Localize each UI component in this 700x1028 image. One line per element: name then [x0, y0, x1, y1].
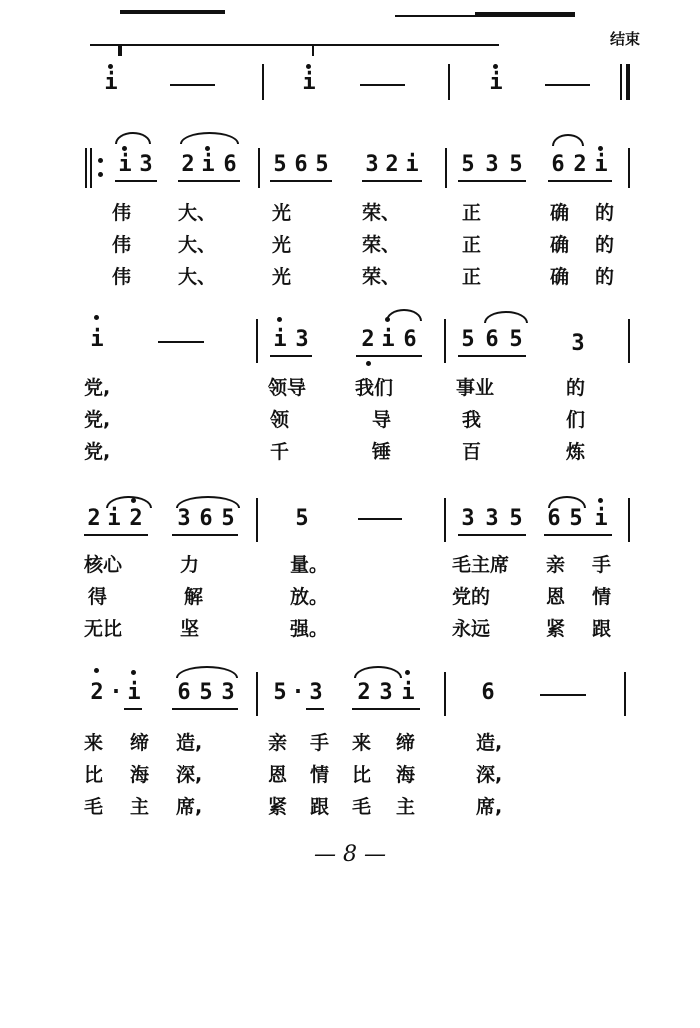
lyric: 伟: [112, 202, 132, 224]
lyric: 正: [462, 266, 482, 288]
final-barline-thin: [620, 64, 622, 100]
barline: [262, 64, 264, 100]
lyric: 事业: [456, 377, 495, 399]
lyric: 光: [272, 202, 292, 224]
note: i: [273, 327, 287, 352]
lyric: 大、: [178, 202, 217, 224]
note: i: [594, 152, 608, 177]
lyric: 光: [272, 266, 292, 288]
note: i: [201, 152, 215, 177]
barline: [256, 319, 258, 363]
barline: [624, 672, 626, 716]
repeat-barline: [90, 148, 92, 188]
note: i: [405, 152, 419, 177]
barline: [628, 148, 630, 188]
lyric: 的: [595, 266, 615, 288]
note: 3: [571, 331, 585, 356]
volta-bracket-2: [120, 44, 314, 56]
barline: [445, 148, 447, 188]
volta-bracket-3: [312, 44, 499, 56]
barline: [444, 672, 446, 716]
lyric: 深,: [476, 764, 503, 786]
lyric: 领导: [268, 377, 307, 399]
system-4: [0, 658, 700, 828]
note: i: [594, 506, 608, 531]
barline: [256, 498, 258, 542]
lyric: 导: [372, 409, 392, 431]
lyric: 主: [396, 796, 416, 818]
note: 6: [547, 506, 561, 531]
lyric: 跟: [592, 618, 612, 640]
barline: [448, 64, 450, 100]
note: 6: [223, 152, 237, 177]
system-top: [0, 64, 700, 104]
lyric: 力: [180, 554, 200, 576]
top-rule-left: [120, 10, 225, 14]
lyric: 恩: [268, 764, 288, 786]
lyric: 确: [550, 202, 570, 224]
barline: [628, 319, 630, 363]
lyric: 手: [310, 732, 330, 754]
note: 5: [273, 680, 287, 705]
lyric: 比: [352, 764, 372, 786]
lyric: 量。: [290, 554, 329, 576]
lyric: 强。: [290, 618, 329, 640]
system-3: [0, 480, 700, 650]
lyric: 炼: [566, 441, 586, 463]
volta-bracket-1: [90, 44, 120, 56]
note: 5: [315, 152, 329, 177]
note: ·: [291, 680, 305, 705]
lyric: 造,: [176, 732, 203, 754]
lyric: 毛: [352, 796, 372, 818]
lyric: 党,: [84, 409, 111, 431]
note: 5: [509, 327, 523, 352]
lyric: 伟: [112, 266, 132, 288]
lyric: 的: [595, 234, 615, 256]
note: 2: [87, 506, 101, 531]
lyric: 海: [130, 764, 150, 786]
lyric: 确: [550, 234, 570, 256]
lyric: 比: [84, 764, 104, 786]
note: 2: [361, 327, 375, 352]
note: 6: [294, 152, 308, 177]
lyric: 千: [270, 441, 290, 463]
lyric: 主: [130, 796, 150, 818]
note: 6: [481, 680, 495, 705]
note: 2: [573, 152, 587, 177]
lyric: 的: [566, 377, 586, 399]
lyric: 席,: [176, 796, 203, 818]
lyric: 得: [88, 586, 108, 608]
page-number: — 8 —: [314, 842, 386, 867]
lyric: 缔: [130, 732, 150, 754]
lyric: 深,: [176, 764, 203, 786]
note: 2: [385, 152, 399, 177]
lyric: 伟: [112, 234, 132, 256]
repeat-barline: [85, 148, 87, 188]
lyric: 手: [592, 554, 612, 576]
note: 3: [485, 152, 499, 177]
lyric: 们: [566, 409, 586, 431]
note: i: [302, 70, 316, 95]
lyric: 紧: [546, 618, 566, 640]
note: ·: [109, 680, 123, 705]
barline: [256, 672, 258, 716]
lyric: 确: [550, 266, 570, 288]
lyric: 无比: [84, 618, 123, 640]
lyric: 大、: [178, 266, 217, 288]
barline: [444, 319, 446, 363]
ending-label: 结束: [610, 30, 641, 48]
lyric: 席,: [476, 796, 503, 818]
note: 5: [569, 506, 583, 531]
note: 3: [365, 152, 379, 177]
lyric: 亲: [268, 732, 288, 754]
lyric: 荣、: [362, 266, 401, 288]
dash: [540, 694, 586, 696]
note: 3: [139, 152, 153, 177]
lyric: 跟: [310, 796, 330, 818]
note: 6: [199, 506, 213, 531]
note: 3: [295, 327, 309, 352]
note: 5: [273, 152, 287, 177]
lyric: 百: [462, 441, 482, 463]
barline: [444, 498, 446, 542]
note: 3: [177, 506, 191, 531]
lyric: 永远: [452, 618, 491, 640]
lyric: 放。: [290, 586, 329, 608]
dash: [170, 84, 215, 86]
note: i: [90, 327, 104, 352]
lyric: 我们: [355, 377, 394, 399]
note: i: [401, 680, 415, 705]
barline: [628, 498, 630, 542]
lyric: 我: [462, 409, 482, 431]
note: 5: [221, 506, 235, 531]
lyric: 解: [184, 586, 204, 608]
note: i: [118, 152, 132, 177]
note: 5: [199, 680, 213, 705]
lyric: 荣、: [362, 202, 401, 224]
lyric: 光: [272, 234, 292, 256]
dash: [360, 84, 405, 86]
lyric: 大、: [178, 234, 217, 256]
note: 3: [309, 680, 323, 705]
lyric: 锤: [372, 441, 392, 463]
lyric: 缔: [396, 732, 416, 754]
lyric: 党的: [452, 586, 491, 608]
note: i: [381, 327, 395, 352]
note: 5: [295, 506, 309, 531]
note: 3: [485, 506, 499, 531]
lyric: 造,: [476, 732, 503, 754]
note: 2: [181, 152, 195, 177]
note: i: [489, 70, 503, 95]
note: 6: [403, 327, 417, 352]
lyric: 紧: [268, 796, 288, 818]
top-rule-right-thick: [475, 12, 575, 17]
lyric: 正: [462, 202, 482, 224]
note: 6: [551, 152, 565, 177]
lyric: 的: [595, 202, 615, 224]
note: i: [107, 506, 121, 531]
system-1: [0, 130, 700, 300]
lyric: 亲: [546, 554, 566, 576]
lyric: 正: [462, 234, 482, 256]
note: 6: [485, 327, 499, 352]
lyric: 毛主席: [452, 554, 510, 576]
note: 2: [129, 506, 143, 531]
dash: [358, 518, 402, 520]
lyric: 来: [84, 732, 104, 754]
lyric: 来: [352, 732, 372, 754]
lyric: 情: [592, 586, 612, 608]
lyric: 党,: [84, 377, 111, 399]
note: 5: [461, 152, 475, 177]
note: 2: [90, 680, 104, 705]
system-2: [0, 305, 700, 475]
lyric: 党,: [84, 441, 111, 463]
final-barline-thick: [626, 64, 630, 100]
note: 5: [509, 152, 523, 177]
dash: [158, 341, 204, 343]
note: 3: [379, 680, 393, 705]
note: i: [127, 680, 141, 705]
note: 3: [461, 506, 475, 531]
lyric: 恩: [546, 586, 566, 608]
lyric: 毛: [84, 796, 104, 818]
note: 3: [221, 680, 235, 705]
note: 5: [461, 327, 475, 352]
lyric: 荣、: [362, 234, 401, 256]
note: i: [104, 70, 118, 95]
note: 5: [509, 506, 523, 531]
lyric: 海: [396, 764, 416, 786]
lyric: 坚: [180, 618, 200, 640]
lyric: 核心: [84, 554, 123, 576]
lyric: 情: [310, 764, 330, 786]
dash: [545, 84, 590, 86]
lyric: 领: [270, 409, 290, 431]
barline: [258, 148, 260, 188]
note: 2: [357, 680, 371, 705]
note: 6: [177, 680, 191, 705]
